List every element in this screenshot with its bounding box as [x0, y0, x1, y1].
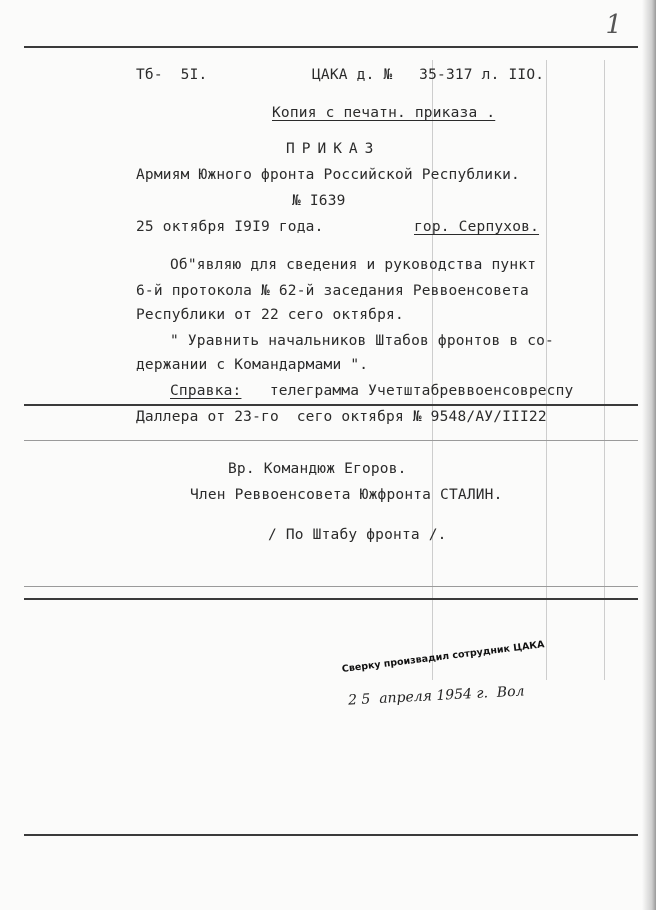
order-place: гор. Серпухов. [414, 219, 540, 235]
body-line: " Уравнить начальников Штабов фронтов в со- [170, 333, 554, 349]
order-title: ПРИКАЗ [286, 141, 381, 157]
page-number: 1 [605, 10, 622, 40]
vertical-guide-line [604, 60, 605, 680]
order-subtitle: Армиям Южного фронта Российской Республики. [136, 167, 520, 183]
reference-label: Справка: [170, 383, 242, 399]
page-edge-shadow [642, 0, 656, 910]
body-line: Даллера от 23-го сего октября № 9548/АУ/III22 [136, 409, 547, 425]
ruled-line [24, 440, 638, 441]
body-line: 6-й протокола № 62-й заседания Реввоенсовета [136, 283, 529, 299]
stamp-text: Сверку произвадил сотрудник ЦАКА [341, 639, 546, 675]
signature-member: Член Реввоенсовета Южфронта СТАЛИН. [190, 487, 503, 503]
vertical-guide-line [432, 60, 433, 680]
body-line: Республики от 22 сего октября. [136, 307, 404, 323]
ruled-line [24, 834, 638, 836]
order-number: № I639 [292, 193, 346, 209]
document-ref: Тб- 5I. [136, 67, 208, 83]
body-line: Об"являю для сведения и руководства пункт [170, 257, 537, 273]
signature-commander: Вр. Командюж Егоров. [228, 461, 407, 477]
ruled-line [24, 586, 638, 587]
ruled-line [24, 598, 638, 600]
ruled-line [24, 404, 638, 406]
body-line: держании с Командармами ". [136, 357, 369, 373]
verification-stamp [341, 639, 564, 718]
copy-note: Копия с печатн. приказа . [272, 105, 496, 121]
signature-staff: / По Штабу фронта /. [268, 527, 447, 543]
order-date: 25 октября I9I9 года. [136, 219, 324, 235]
reference-text: телеграмма Учетштабреввоенсовреспу [252, 383, 574, 399]
vertical-guide-line [546, 60, 547, 680]
ruled-line [24, 46, 638, 48]
archive-reference: ЦАКА д. № 35-317 л. IIO. [312, 67, 545, 83]
stamp-date: 2 5 апреля 1954 г. Вол [347, 683, 525, 709]
